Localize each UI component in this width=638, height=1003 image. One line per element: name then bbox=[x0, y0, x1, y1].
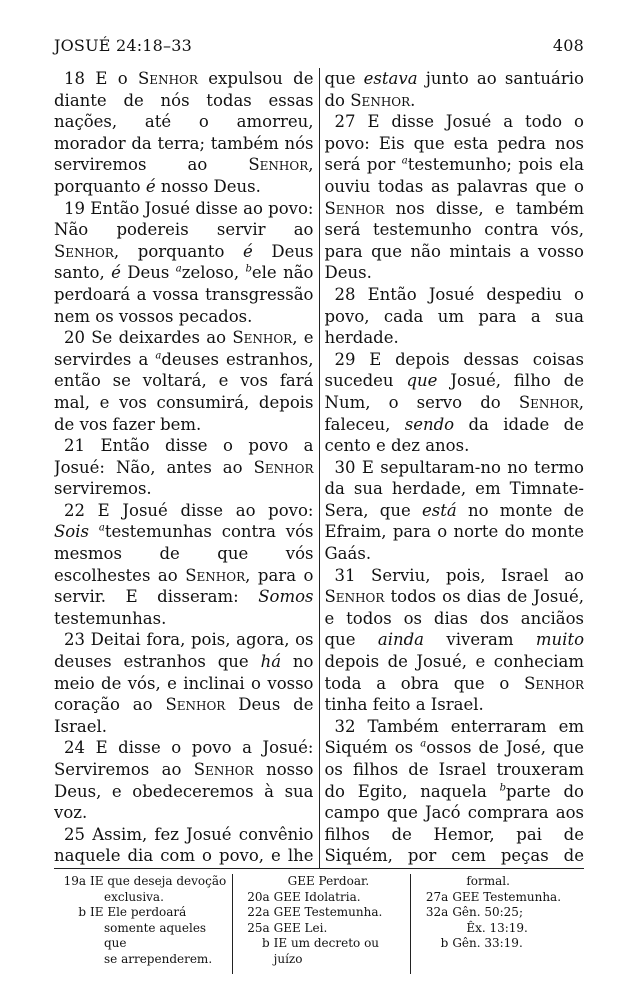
scripture-text bbox=[54, 68, 584, 868]
footnote-text: Gên. 50:25; bbox=[452, 905, 523, 919]
footnote-text: GEE Perdoar. bbox=[287, 874, 370, 888]
footnote-text: GEE Idolatria. bbox=[273, 889, 361, 904]
footnote-ref bbox=[54, 921, 90, 952]
footnote-column-2 bbox=[232, 874, 411, 974]
verse: 22 E Josué disse ao povo: Sois $^a$testemunhas contra vós mesmos de que vós escolhestes ao Senhor, para o servir. E disseram: Somos testemunhas. bbox=[54, 500, 314, 628]
footnote-ref bbox=[238, 874, 274, 890]
footnote-text: IE Ele perdoará bbox=[90, 905, 187, 919]
footnote-text: se arrependerem. bbox=[104, 951, 213, 966]
footnote-ref bbox=[416, 874, 452, 890]
footnote-entry bbox=[416, 905, 584, 921]
footnote-entry bbox=[54, 921, 227, 952]
page-number: 408 bbox=[552, 36, 584, 55]
footnote-ref: 22a bbox=[247, 905, 270, 919]
footnote-entry bbox=[54, 952, 227, 968]
verse: 30 E sepultaram-no no termo da sua herdade, em Timnate-Sera, que está no monte de Efraim, para o norte do monte Gaás. bbox=[324, 457, 584, 564]
verse: 27 E disse Josué a todo o povo: Eis que esta pedra nos será por $^a$testemunho; pois ela ouviu todas as palavras que o Senhor nos disse, e também será testemunho contra vós, para que não mintais a vosso Deus. bbox=[324, 112, 584, 283]
footnote-text: Êx. 13:19. bbox=[466, 920, 528, 935]
footnote-ref bbox=[54, 890, 90, 906]
footnote-column-3 bbox=[410, 874, 584, 974]
footnote-text: somente aqueles que bbox=[104, 920, 207, 950]
verse: 18 E o Senhor expulsou de diante de nós todas essas nações, até o amorreu, morador da terra; também nós serviremos ao Senhor, porquanto é nosso Deus. bbox=[54, 69, 314, 196]
verse: 29 E depois dessas coisas sucedeu que Josué, filho de Num, o servo do Senhor, faleceu, sendo da idade de cento e dez anos. bbox=[324, 349, 584, 456]
footnote-entry bbox=[238, 921, 406, 937]
footnote-entry bbox=[238, 936, 406, 967]
footnote-entry bbox=[238, 905, 406, 921]
footnote-entry bbox=[238, 874, 406, 890]
verse: que estava junto ao santuário do Senhor. bbox=[324, 69, 584, 110]
footnote-text: GEE Testemunha. bbox=[273, 905, 383, 919]
footnote-ref bbox=[54, 952, 90, 968]
footnote-ref: b bbox=[78, 905, 86, 919]
footnote-ref: 27a bbox=[425, 889, 449, 904]
footnote-entry bbox=[416, 936, 584, 952]
footnote-ref: 20a bbox=[247, 889, 270, 904]
footnotes bbox=[54, 874, 584, 974]
running-header bbox=[54, 36, 584, 60]
footnote-text: GEE Testemunha. bbox=[452, 889, 562, 904]
verse: 32 Também enterraram em Siquém os $^a$ossos de José, que os filhos de Israel trouxeram do Egito, naquela $^b$parte do campo que Jacó comprara aos filhos de Hemor, pai de Siquém, por cem peças de bbox=[324, 716, 584, 866]
footnote-ref: 19a bbox=[63, 874, 86, 888]
footnote-text: formal. bbox=[466, 874, 510, 888]
footnote-text: exclusiva. bbox=[104, 889, 164, 904]
footnote-text: GEE Lei. bbox=[273, 920, 328, 935]
footnote-entry bbox=[54, 905, 227, 921]
verse: 25 Assim, fez Josué convênio naquele dia com o povo, e lhe bbox=[54, 824, 314, 866]
footnote-text: IE que deseja devoção bbox=[90, 874, 227, 888]
footnote-ref: 32a bbox=[425, 905, 449, 919]
footnote-ref: b bbox=[261, 936, 270, 950]
verse: 31 Serviu, pois, Israel ao Senhor todos os dias de Josué, e todos os dias dos anciãos que ainda viveram muito depois de Josué, e conheciam toda a obra que o Senhor tinha feito a Israel. bbox=[324, 565, 584, 715]
verse: 19 Então Josué disse ao povo: Não podereis servir ao Senhor, porquanto é Deus santo, é Deus $^a$zeloso, $^b$ele não perdoará a vossa transgressão nem os vossos pecados. bbox=[54, 198, 314, 326]
footnote-text: Gên. 33:19. bbox=[452, 936, 523, 950]
verse: 23 Deitai fora, pois, agora, os deuses estranhos que há no meio de vós, e inclinai o vosso coração ao Senhor Deus de Israel. bbox=[54, 630, 314, 736]
footnote-entry bbox=[416, 874, 584, 890]
right-column bbox=[320, 68, 585, 868]
footnote-column-1 bbox=[54, 874, 232, 974]
footnote-entry bbox=[54, 874, 227, 890]
verse: 24 E disse o povo a Josué: Serviremos ao Senhor nosso Deus, e obedeceremos à sua voz. bbox=[54, 738, 314, 823]
verse: 28 Então Josué despediu o povo, cada um para a sua herdade. bbox=[324, 284, 584, 348]
verse: 20 Se deixardes ao Senhor, e servirdes a $^a$deuses estranhos, então se voltará, e vos fará mal, e vos consumirá, depois de vos fazer bem. bbox=[54, 328, 314, 434]
footnote-divider bbox=[54, 868, 584, 869]
footnote-ref: 25a bbox=[247, 920, 270, 935]
left-column bbox=[54, 68, 319, 868]
footnote-entry bbox=[416, 890, 584, 906]
footnote-ref: b bbox=[440, 936, 449, 950]
footnote-entry bbox=[54, 890, 227, 906]
footnote-ref bbox=[416, 921, 452, 937]
footnote-entry bbox=[416, 921, 584, 937]
footnote-text: IE um decreto ou juízo bbox=[273, 936, 380, 966]
running-title: JOSUÉ 24:18–33 bbox=[54, 36, 193, 55]
footnote-entry bbox=[238, 890, 406, 906]
verse: 21 Então disse o povo a Josué: Não, antes ao Senhor serviremos. bbox=[54, 436, 314, 499]
